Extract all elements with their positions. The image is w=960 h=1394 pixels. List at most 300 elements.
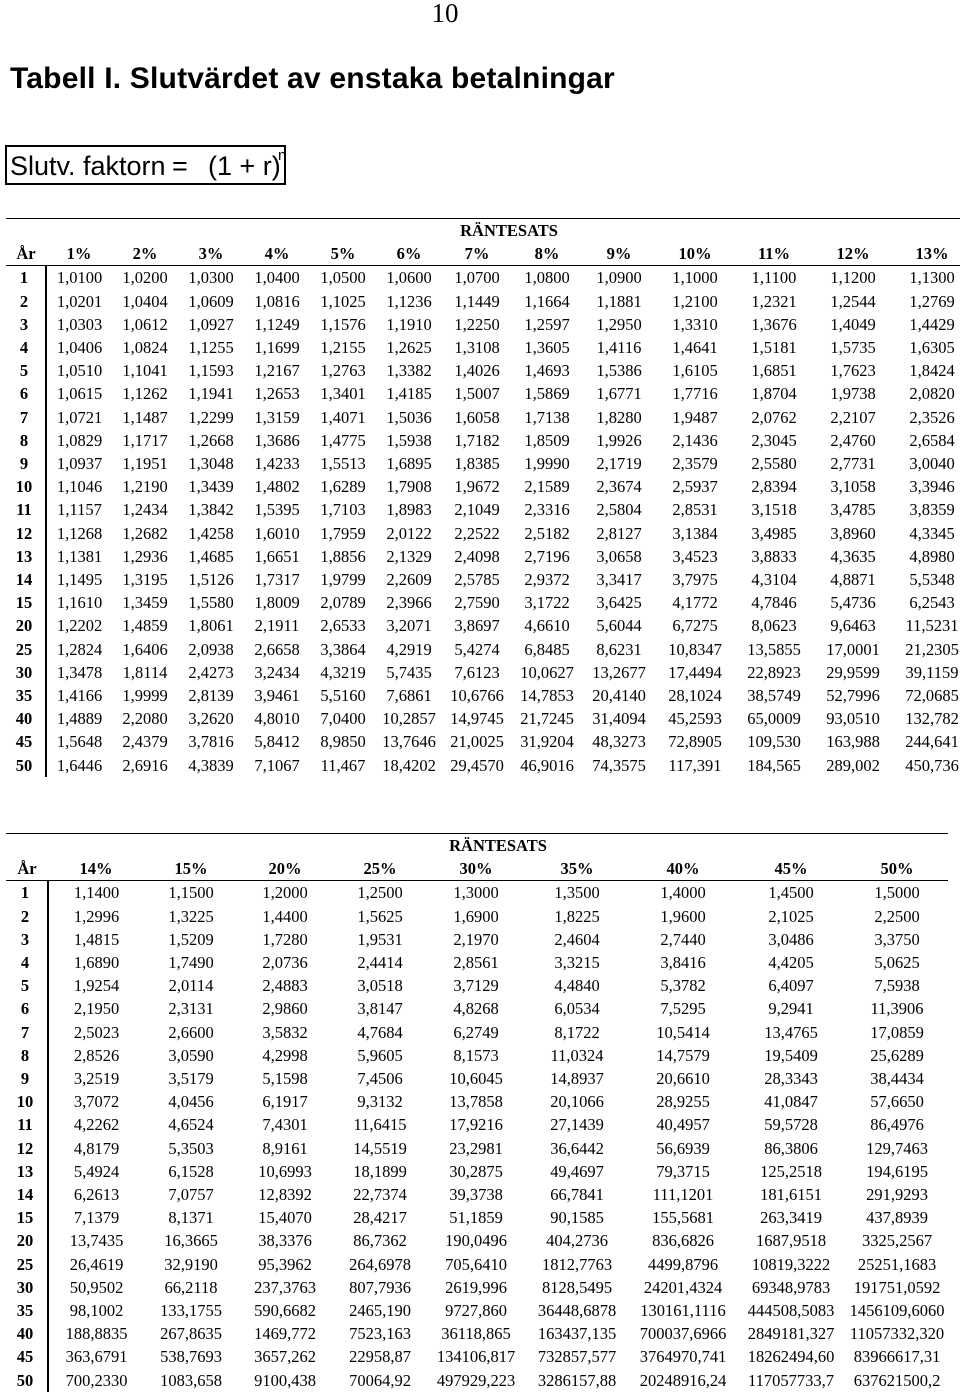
- factor-cell: 8,9161: [262, 1138, 308, 1158]
- formula-exponent: n: [278, 147, 287, 164]
- factor-cell: 1,4049: [830, 314, 876, 334]
- factor-cell: 98,1002: [69, 1301, 124, 1321]
- table-row: [6, 684, 960, 707]
- factor-cell: 3,7129: [453, 976, 499, 996]
- factor-cell: 1,1046: [56, 477, 103, 497]
- factor-cell: 3,1058: [830, 477, 876, 497]
- factor-cell: 2,3316: [524, 500, 570, 520]
- factor-cell: 1,0700: [454, 268, 500, 288]
- factor-cell: 1,9799: [320, 570, 366, 590]
- factor-cell: 2,5804: [596, 500, 642, 520]
- factor-cell: 1,2544: [830, 291, 876, 311]
- table-row: [6, 1345, 948, 1368]
- factor-cell: 1,1500: [168, 883, 214, 903]
- factor-cell: 1,4641: [672, 338, 718, 358]
- factor-cell: 2,6584: [909, 430, 955, 450]
- factor-cell: 1,2100: [672, 291, 718, 311]
- page-title: Tabell I. Slutvärdet av enstaka betalningar: [10, 62, 615, 95]
- year-cell: 30: [6, 1276, 48, 1299]
- factor-cell: 1,2434: [122, 500, 168, 520]
- factor-cell: 10,6993: [258, 1161, 312, 1181]
- factor-cell: 1,6895: [386, 454, 432, 474]
- factor-cell: 11057332,320: [849, 1324, 945, 1344]
- factor-cell: 1,4000: [660, 883, 706, 903]
- factor-cell: 163,988: [826, 732, 880, 752]
- factor-cell: 194,6195: [866, 1161, 928, 1181]
- factor-cell: 83966617,31: [853, 1347, 941, 1367]
- factor-cell: 5,4274: [454, 639, 500, 659]
- factor-cell: 1,5386: [596, 361, 642, 381]
- table-caption: RÄNTESATS: [48, 834, 948, 858]
- factor-cell: 1,5126: [188, 570, 234, 590]
- factor-cell: 2,1950: [73, 999, 120, 1019]
- factor-cell: 3286157,88: [537, 1370, 617, 1390]
- factor-cell: 45,2593: [668, 709, 722, 729]
- factor-cell: 5,7435: [386, 662, 432, 682]
- factor-cell: 1,3459: [122, 593, 168, 613]
- factor-cell: 1,8704: [751, 384, 797, 404]
- factor-cell: 4,7684: [357, 1022, 403, 1042]
- table-row: [6, 359, 960, 382]
- factor-cell: 3,8359: [909, 500, 955, 520]
- factor-cell: 132,782: [905, 709, 959, 729]
- factor-cell: 1,5007: [454, 384, 500, 404]
- factor-cell: 3,3215: [554, 953, 600, 973]
- factor-cell: 2,4883: [262, 976, 308, 996]
- factor-cell: 1,1941: [188, 384, 234, 404]
- factor-cell: 2,8531: [672, 500, 718, 520]
- factor-cell: 8,1573: [453, 1045, 499, 1065]
- factor-cell: 1,5000: [874, 883, 920, 903]
- factor-cell: 2,7590: [454, 593, 500, 613]
- factor-cell: 3,5832: [262, 1022, 308, 1042]
- factor-cell: 1,9990: [524, 454, 570, 474]
- factor-cell: 3,0518: [357, 976, 403, 996]
- factor-cell: 3,4523: [672, 546, 718, 566]
- factor-cell: 7,6861: [386, 686, 432, 706]
- factor-cell: 2,1719: [596, 454, 642, 474]
- factor-cell: 1,4026: [454, 361, 500, 381]
- factor-cell: 27,1439: [550, 1115, 604, 1135]
- factor-cell: 1,8280: [596, 407, 642, 427]
- factor-cell: 1,9738: [830, 384, 876, 404]
- factor-cell: 4,3839: [188, 755, 234, 775]
- factor-cell: 2,9860: [262, 999, 308, 1019]
- factor-cell: 1,0303: [56, 314, 103, 334]
- factor-cell: 4,4205: [768, 953, 814, 973]
- factor-cell: 1,5181: [751, 338, 797, 358]
- factor-cell: 1456109,6060: [849, 1301, 945, 1321]
- table-row: [6, 1044, 948, 1067]
- factor-cell: 3,3750: [874, 929, 920, 949]
- year-cell: 50: [6, 754, 46, 777]
- factor-cell: 17,0859: [870, 1022, 924, 1042]
- factor-cell: 7,5295: [660, 999, 706, 1019]
- caption-spacer: [6, 834, 48, 858]
- factor-cell: 50,9502: [69, 1277, 124, 1297]
- factor-cell: 18,1899: [353, 1161, 407, 1181]
- factor-cell: 3,4985: [751, 523, 797, 543]
- factor-cell: 3,2434: [254, 662, 300, 682]
- factor-cell: 38,4434: [870, 1069, 924, 1089]
- factor-cell: 86,4976: [870, 1115, 924, 1135]
- factor-cell: 7,0400: [320, 709, 366, 729]
- table-row: [6, 951, 948, 974]
- factor-cell: 1,6900: [453, 906, 499, 926]
- factor-cell: 2,3579: [672, 454, 718, 474]
- factor-cell: 12,8392: [258, 1185, 312, 1205]
- factor-cell: 1,6771: [596, 384, 642, 404]
- factor-cell: 10,8347: [668, 639, 722, 659]
- factor-cell: 86,3806: [764, 1138, 818, 1158]
- factor-cell: 291,9293: [866, 1185, 928, 1205]
- rate-column-header: 2%: [112, 242, 178, 266]
- factor-cell: 1,2155: [320, 338, 366, 358]
- factor-cell: 1,4400: [262, 906, 308, 926]
- factor-cell: 1,1449: [454, 291, 500, 311]
- year-cell: 3: [6, 313, 46, 336]
- table-row: [6, 1299, 948, 1322]
- factor-cell: 2,0938: [188, 639, 234, 659]
- factor-cell: 25,6289: [870, 1045, 924, 1065]
- factor-cell: 1,4429: [909, 314, 955, 334]
- factor-cell: 2849181,327: [747, 1324, 835, 1344]
- factor-cell: 2,3045: [751, 430, 797, 450]
- factor-cell: 1,3310: [672, 314, 718, 334]
- factor-cell: 3,0486: [768, 929, 814, 949]
- factor-cell: 8,6231: [596, 639, 642, 659]
- factor-cell: 2,3966: [386, 593, 432, 613]
- factor-cell: 1812,7763: [541, 1254, 613, 1274]
- rate-column-header: 9%: [582, 242, 656, 266]
- factor-cell: 1,2500: [357, 883, 403, 903]
- factor-cell: 1,4116: [596, 338, 642, 358]
- factor-cell: 263,3419: [760, 1208, 822, 1228]
- factor-cell: 57,6650: [870, 1092, 924, 1112]
- factor-cell: 2,7731: [830, 454, 876, 474]
- factor-cell: 133,1755: [160, 1301, 222, 1321]
- factor-cell: 1,9672: [454, 477, 500, 497]
- factor-cell: 1,2668: [188, 430, 234, 450]
- table-row: [6, 290, 960, 313]
- factor-cell: 4,0456: [168, 1092, 214, 1112]
- table-row: [6, 1369, 948, 1392]
- factor-cell: 8,9850: [320, 732, 366, 752]
- factor-cell: 49,4697: [550, 1161, 604, 1181]
- factor-cell: 1,5938: [386, 430, 432, 450]
- factor-cell: 2,1589: [524, 477, 570, 497]
- factor-cell: 28,3343: [764, 1069, 818, 1089]
- rate-column-header: 40%: [630, 857, 736, 881]
- rate-column-header: 13%: [892, 242, 960, 266]
- factor-cell: 289,002: [826, 755, 880, 775]
- year-cell: 11: [6, 1113, 48, 1136]
- table-row: [6, 452, 960, 475]
- table-row: [6, 661, 960, 684]
- table-row: [6, 1253, 948, 1276]
- factor-cell: 21,7245: [520, 709, 574, 729]
- factor-cell: 244,641: [905, 732, 959, 752]
- factor-cell: 22958,87: [349, 1347, 411, 1367]
- table-row: [6, 568, 960, 591]
- factor-cell: 2,5937: [672, 477, 718, 497]
- factor-cell: 4,8871: [830, 570, 876, 590]
- factor-cell: 1,9600: [660, 906, 706, 926]
- factor-cell: 1,1495: [56, 570, 103, 590]
- factor-cell: 2,0114: [168, 976, 214, 996]
- factor-cell: 1,7138: [524, 407, 570, 427]
- factor-cell: 1,2763: [320, 361, 366, 381]
- table-row: [6, 1021, 948, 1044]
- table-caption: RÄNTESATS: [46, 219, 960, 243]
- factor-cell: 1,0721: [56, 407, 103, 427]
- rate-column-header: 12%: [814, 242, 892, 266]
- factor-cell: 1,2682: [122, 523, 168, 543]
- factor-cell: 3,7975: [672, 570, 718, 590]
- table-row: [6, 1206, 948, 1229]
- factor-cell: 51,1859: [449, 1208, 503, 1228]
- factor-cell: 1,3478: [56, 662, 103, 682]
- factor-cell: 3,0658: [596, 546, 642, 566]
- factor-cell: 2,2609: [386, 570, 432, 590]
- factor-cell: 56,6939: [656, 1138, 710, 1158]
- factor-cell: 38,3376: [258, 1231, 312, 1251]
- factor-cell: 4,8179: [73, 1138, 120, 1158]
- factor-cell: 1,3500: [554, 883, 600, 903]
- factor-cell: 28,1024: [668, 686, 722, 706]
- factor-cell: 1,0500: [320, 268, 366, 288]
- factor-cell: 6,2749: [453, 1022, 499, 1042]
- factor-cell: 4,2262: [73, 1115, 120, 1135]
- factor-cell: 3,7072: [73, 1092, 120, 1112]
- factor-cell: 9,6463: [830, 616, 876, 636]
- factor-cell: 11,6415: [353, 1115, 407, 1135]
- year-cell: 45: [6, 1345, 48, 1368]
- factor-cell: 1,1200: [830, 268, 876, 288]
- factor-cell: 8128,5495: [541, 1277, 613, 1297]
- factor-cell: 3325,2567: [861, 1231, 933, 1251]
- rate-column-header: 30%: [428, 857, 524, 881]
- page-number: 10: [431, 0, 459, 28]
- factor-cell: 637621500,2: [853, 1370, 941, 1390]
- factor-cell: 3,3946: [909, 477, 955, 497]
- factor-cell: 1,1236: [386, 291, 432, 311]
- factor-cell: 29,9599: [826, 662, 880, 682]
- factor-cell: 117,391: [668, 755, 722, 775]
- factor-cell: 22,7374: [353, 1185, 407, 1205]
- factor-cell: 1,1300: [909, 268, 955, 288]
- factor-cell: 6,8485: [524, 639, 570, 659]
- year-cell: 2: [6, 905, 48, 928]
- factor-cell: 1,2190: [122, 477, 168, 497]
- factor-cell: 444508,5083: [747, 1301, 835, 1321]
- table-row: [6, 498, 960, 521]
- factor-cell: 3,0040: [909, 454, 955, 474]
- factor-cell: 1,9999: [122, 686, 168, 706]
- factor-cell: 6,4097: [768, 976, 814, 996]
- factor-cell: 13,5855: [747, 639, 801, 659]
- factor-cell: 1,2000: [262, 883, 308, 903]
- factor-cell: 3,3864: [320, 639, 366, 659]
- factor-cell: 1,0900: [596, 268, 642, 288]
- rate-column-header: 11%: [734, 242, 814, 266]
- formula-rhs: (1 + r): [208, 151, 281, 181]
- factor-cell: 1,4693: [524, 361, 570, 381]
- factor-cell: 2,2107: [830, 407, 876, 427]
- factor-cell: 4,3104: [751, 570, 797, 590]
- year-cell: 40: [6, 707, 46, 730]
- factor-cell: 1,4859: [122, 616, 168, 636]
- factor-cell: 1,0201: [56, 291, 103, 311]
- factor-cell: 1,7103: [320, 500, 366, 520]
- factor-cell: 90,1585: [550, 1208, 604, 1228]
- factor-cell: 1,7317: [254, 570, 300, 590]
- factor-cell: 1687,9518: [755, 1231, 827, 1251]
- factor-cell: 1,2996: [73, 906, 120, 926]
- factor-cell: 2,4098: [454, 546, 500, 566]
- factor-cell: 36448,6878: [537, 1301, 617, 1321]
- factor-cell: 1,1268: [56, 523, 103, 543]
- factor-cell: 6,0534: [554, 999, 600, 1019]
- factor-cell: 8,0623: [751, 616, 797, 636]
- factor-cell: 2,3674: [596, 477, 642, 497]
- factor-cell: 1,0406: [56, 338, 103, 358]
- factor-cell: 1,1100: [751, 268, 797, 288]
- factor-cell: 10,6045: [449, 1069, 503, 1089]
- factor-cell: 1083,658: [160, 1370, 222, 1390]
- factor-cell: 1,1951: [122, 454, 168, 474]
- factor-cell: 2619,996: [445, 1277, 507, 1297]
- factor-cell: 21,2305: [905, 639, 959, 659]
- year-cell: 50: [6, 1369, 48, 1392]
- factor-cell: 7,6123: [454, 662, 500, 682]
- factor-cell: 46,9016: [520, 755, 574, 775]
- factor-cell: 163437,135: [537, 1324, 617, 1344]
- table-row: [6, 266, 960, 290]
- factor-cell: 5,6044: [596, 616, 642, 636]
- factor-cell: 1,2202: [56, 616, 103, 636]
- factor-cell: 7,1067: [254, 755, 300, 775]
- year-cell: 3: [6, 928, 48, 951]
- factor-cell: 1,3000: [453, 883, 499, 903]
- factor-cell: 5,5160: [320, 686, 366, 706]
- year-cell: 20: [6, 1229, 48, 1252]
- table-row: [6, 522, 960, 545]
- factor-cell: 14,7579: [656, 1045, 710, 1065]
- table-row: [6, 382, 960, 405]
- year-cell: 5: [6, 974, 48, 997]
- year-cell: 15: [6, 1206, 48, 1229]
- factor-cell: 1,8509: [524, 430, 570, 450]
- table-row: [6, 1113, 948, 1136]
- factor-cell: 1,4775: [320, 430, 366, 450]
- factor-cell: 30,2875: [449, 1161, 503, 1181]
- table-row: [6, 1067, 948, 1090]
- table-row: [6, 336, 960, 359]
- factor-cell: 1,4233: [254, 454, 300, 474]
- factor-cell: 1,1910: [386, 314, 432, 334]
- factor-cell: 9100,438: [254, 1370, 316, 1390]
- factor-cell: 10819,3222: [751, 1254, 831, 1274]
- factor-cell: 1,0609: [188, 291, 234, 311]
- factor-cell: 1,9926: [596, 430, 642, 450]
- table-row: [6, 1229, 948, 1252]
- factor-cell: 13,2677: [592, 662, 646, 682]
- factor-cell: 6,7275: [672, 616, 718, 636]
- factor-cell: 237,3763: [254, 1277, 316, 1297]
- factor-cell: 1,7182: [454, 430, 500, 450]
- rate-column-header: 25%: [332, 857, 428, 881]
- year-header: År: [6, 242, 46, 266]
- factor-cell: 1,1664: [524, 291, 570, 311]
- factor-cell: 8,1722: [554, 1022, 600, 1042]
- factor-cell: 2,2500: [874, 906, 920, 926]
- factor-cell: 2,8127: [596, 523, 642, 543]
- factor-cell: 5,9605: [357, 1045, 403, 1065]
- factor-cell: 5,1598: [262, 1069, 308, 1089]
- factor-cell: 11,3906: [870, 999, 924, 1019]
- caption-spacer: [6, 219, 46, 243]
- factor-cell: 22,8923: [747, 662, 801, 682]
- factor-cell: 14,7853: [520, 686, 574, 706]
- factor-cell: 3,9461: [254, 686, 300, 706]
- factor-cell: 1,1400: [73, 883, 120, 903]
- table-row: [6, 545, 960, 568]
- table-row: [6, 730, 960, 753]
- factor-cell: 1,3159: [254, 407, 300, 427]
- factor-cell: 2,3131: [168, 999, 214, 1019]
- factor-cell: 7,1379: [73, 1208, 120, 1228]
- factor-cell: 2,1329: [386, 546, 432, 566]
- factor-cell: 117057733,7: [747, 1370, 834, 1390]
- factor-cell: 1,5869: [524, 384, 570, 404]
- factor-cell: 20,1066: [550, 1092, 604, 1112]
- rate-column-header: 6%: [376, 242, 442, 266]
- factor-cell: 1,4500: [768, 883, 814, 903]
- factor-cell: 1,4166: [56, 686, 103, 706]
- factor-cell: 1,0400: [254, 268, 300, 288]
- factor-cell: 111,1201: [652, 1185, 714, 1205]
- factor-cell: 1,3686: [254, 430, 300, 450]
- factor-cell: 1,6446: [56, 755, 103, 775]
- factor-cell: 3,2519: [73, 1069, 120, 1089]
- factor-cell: 72,0685: [905, 686, 959, 706]
- factor-cell: 39,1159: [905, 662, 959, 682]
- factor-cell: 2,1436: [672, 430, 718, 450]
- factor-cell: 3,2071: [386, 616, 432, 636]
- factor-cell: 2,1970: [453, 929, 499, 949]
- factor-cell: 13,7858: [449, 1092, 503, 1112]
- factor-cell: 1,0829: [56, 430, 103, 450]
- factor-cell: 7,5938: [874, 976, 920, 996]
- factor-cell: 6,2543: [909, 593, 955, 613]
- factor-cell: 1,6851: [751, 361, 797, 381]
- factor-cell: 1,3439: [188, 477, 234, 497]
- year-cell: 9: [6, 1067, 48, 1090]
- factor-cell: 590,6682: [254, 1301, 316, 1321]
- factor-cell: 2,6600: [168, 1022, 214, 1042]
- table-row: [6, 406, 960, 429]
- factor-cell: 1,0600: [386, 268, 432, 288]
- factor-cell: 25251,1683: [857, 1254, 937, 1274]
- factor-cell: 1,7716: [672, 384, 718, 404]
- factor-cell: 23,2981: [449, 1138, 503, 1158]
- factor-cell: 79,3715: [656, 1161, 710, 1181]
- factor-cell: 9,2941: [768, 999, 814, 1019]
- factor-cell: 3,8416: [660, 953, 706, 973]
- factor-cell: 11,5231: [905, 616, 959, 636]
- factor-cell: 5,0625: [874, 953, 920, 973]
